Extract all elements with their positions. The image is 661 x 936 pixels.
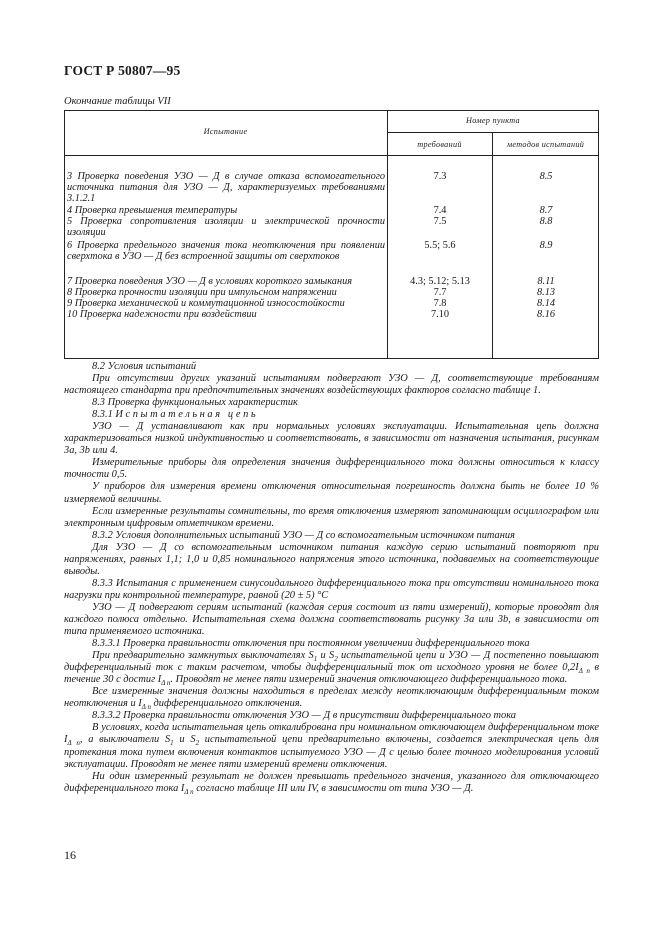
table-rule — [64, 155, 599, 156]
text-run: Все измеренные значения должны находиться в пределах между неотключающим дифференциальным током неотключения и I — [64, 686, 599, 710]
table-rule — [64, 110, 599, 111]
method-clause: 8.5 — [539, 171, 553, 182]
test-name: 7 Проверка поведения УЗО — Д в условиях короткого замыкания — [67, 276, 352, 287]
paragraph: Измерительные приборы для определения значения дифференциального тока должны относиться к классу точности 0,5. — [64, 457, 599, 481]
paragraph: У приборов для измерения времени отключения относительная погрешность должна быть не более 10 % измеряемой величины. — [64, 481, 599, 505]
paragraph — [64, 722, 599, 770]
req-clause: 5.5; 5.6 — [424, 240, 456, 251]
req-clause: 7.5 — [433, 216, 447, 227]
req-clause: 7.3 — [433, 171, 447, 182]
req-clause: 7.8 — [433, 298, 447, 309]
text-run: согласно таблице III или IV, в зависимости от типа УЗО — Д. — [193, 782, 474, 794]
test-table — [64, 110, 599, 359]
table-rule — [387, 132, 599, 133]
subscript: Δ n — [184, 787, 194, 796]
method-clause: 8.13 — [536, 287, 556, 298]
section-title: 8.3.2 Условия дополнительных испытаний УЗО — Д со вспомогательным источником питания — [92, 529, 515, 541]
body-text — [64, 361, 599, 795]
subscript: 2 — [195, 739, 200, 748]
text-run: испытательной цепи предварительно включены, создается электрическая цепь для протекания тока путем включения контактов испытуемого УЗО — Д с целью более точного моделирования условий эксплуатации. Проводят не менее пяти измерений времени отключения. — [64, 734, 599, 770]
subscript: Δ n — [578, 667, 590, 676]
paragraph: При отсутствии других указаний испытаниям подвергают УЗО — Д, соответствующие требованиям настоящего стандарта при предпочтительных значениях воздействующих факторов согласно таблице 1. — [64, 373, 599, 397]
text-run: При предварительно замкнутых выключателях S — [92, 650, 314, 662]
text-run: в течение 30 с достиг I — [64, 662, 599, 686]
col-test-header: Испытание — [203, 127, 248, 136]
req-clause: 4.3; 5.12; 5.13 — [410, 276, 470, 287]
method-clause: 8.7 — [539, 205, 553, 216]
table-rule — [64, 110, 65, 359]
test-name: 8 Проверка прочности изоляции при импульсном напряжении — [67, 287, 337, 298]
method-clause: 8.9 — [539, 240, 553, 251]
text-run: , а выключатели S — [79, 734, 171, 746]
section-number: 8.3.1 — [92, 409, 113, 421]
paragraph: УЗО — Д подвергают сериям испытаний (каждая серия состоит из пяти измерений), которые проводят для каждого полюса отдельно. Испытательная схема должна соответствовать рисунку 3а или 3b, в зависимости от типа применяемого источника. — [64, 601, 599, 638]
paragraph: Если измеренные результаты сомнительны, то время отключения измеряют запоминающим осциллографом или электронным цифровым отметчиком времени. — [64, 505, 599, 529]
page-number: 16 — [64, 848, 76, 862]
section-title: 8.3 Проверка функциональных характеристик — [92, 397, 298, 409]
section-title: 8.3.3 Испытания с применением синусоидального дифференциального тока при отсутствии номинального тока нагрузки при контрольной температуре, равной (20 ± 5) °С — [64, 577, 599, 601]
subscript: Δ n — [161, 679, 171, 688]
paragraph: Для УЗО — Д со вспомогательным источником питания каждую серию испытаний повторяют при напряжениях, равных 1,1; 1,0 и 0,85 номинального напряжения этого источника, подаваемых на соответствующие выводы. — [64, 541, 599, 577]
section-heading: Испытательная цепь — [115, 409, 259, 421]
standard-header: ГОСТ Р 50807—95 — [64, 63, 181, 78]
method-clause: 8.8 — [539, 216, 553, 227]
method-clause: 8.16 — [536, 309, 556, 320]
section-title: 8.3.3.1 Проверка правильности отключения при постоянном увеличении дифференциального тока — [92, 638, 530, 650]
paragraph: УЗО — Д устанавливают как при нормальных условиях эксплуатации. Испытательная цепь должна характеризоваться низкой индуктивностью и соответствовать, в зависимости от назначения испытания, рисункам 3a, 3b или 4. — [64, 421, 599, 457]
col-req-header: требований — [417, 140, 462, 149]
section-title — [64, 409, 599, 421]
test-name: 6 Проверка предельного значения тока неотключения при появлении сверхтока в УЗО — Д без встроенной защиты от сверхтоков — [67, 240, 385, 262]
subscript: 2 — [334, 655, 338, 664]
req-clause: 7.7 — [433, 287, 447, 298]
test-name: 4 Проверка превышения температуры — [67, 205, 238, 216]
test-name: 9 Проверка механической и коммутационной износостойкости — [67, 298, 345, 309]
subscript: Δ n — [141, 703, 151, 712]
text-run: Ни один измеренный результат не должен превышать предельного значения, указанного для отключающего дифференциального тока I — [64, 770, 599, 794]
table-rule — [492, 132, 493, 359]
req-clause: 7.4 — [433, 205, 447, 216]
text-run: испытательной цепи и УЗО — Д постепенно повышают дифференциальный ток с таким расчетом, чтобы дифференциальный ток от исходного уровня не более 0,2I — [64, 650, 600, 674]
subscript: 1 — [170, 739, 174, 748]
paragraph — [64, 650, 599, 686]
text-run: и S — [173, 734, 196, 746]
section-title: 8.2 Условия испытаний — [92, 361, 197, 372]
text-run: . Проводят не менее пяти измерений значения отключающего дифференциального тока. — [170, 674, 568, 686]
text-run: В условиях, когда испытательная цепь откалибрована при номинальном отключающем дифференциальном токе I — [64, 722, 599, 746]
test-name: 5 Проверка сопротивления изоляции и электрической прочности изоляции — [67, 216, 385, 238]
paragraph — [64, 771, 599, 795]
col-group-header: Номер пункта — [466, 116, 520, 125]
subscript: 1 — [313, 655, 318, 664]
col-methods-header: методов испытаний — [506, 140, 585, 149]
paragraph — [64, 686, 599, 710]
text-run: дифференциального отключения. — [150, 698, 303, 710]
method-clause: 8.14 — [536, 298, 556, 309]
test-name: 3 Проверка поведения УЗО — Д в случае отказа вспомогательного источника питания для УЗО — Д, характеризуемых требованиями 3.1.2.1 — [67, 171, 385, 204]
method-clause: 8.11 — [537, 276, 555, 287]
table-rule — [64, 358, 599, 359]
section-title: 8.3.3.2 Проверка правильности отключения УЗО — Д в присутствии дифференциального тока — [92, 710, 516, 722]
test-name: 10 Проверка надежности при воздействии — [67, 309, 257, 320]
req-clause: 7.10 — [430, 309, 450, 320]
table-caption: Окончание таблицы VII — [64, 96, 171, 107]
subscript: Δ n — [67, 739, 80, 748]
text-run: и S — [317, 650, 335, 662]
